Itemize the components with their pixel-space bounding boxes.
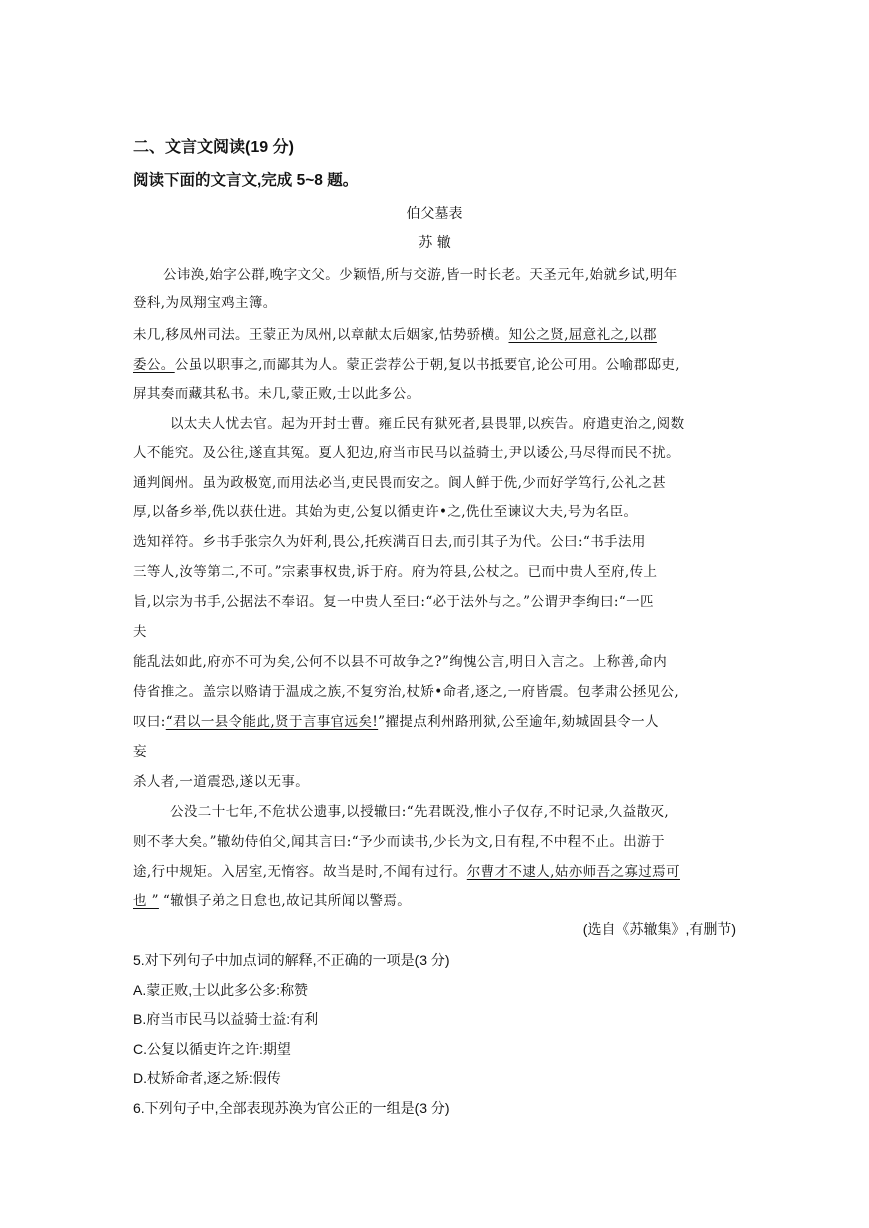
passage-line (133, 889, 411, 909)
underlined-sentence: 尔曹才不逮人,姑亦师吾之寡过焉可 (466, 864, 680, 880)
option-a: A.蒙正败,士以此多公多:称赞 (133, 982, 309, 998)
underlined-sentence: 委公。 (133, 357, 175, 373)
section-title: 二、文言文阅读(19 分) (133, 139, 294, 156)
passage-line: 登科,为凤翔宝鸡主簿。 (133, 295, 277, 311)
option-d: D.杖矫命者,逐之矫:假传 (133, 1070, 281, 1086)
source-citation: (选自《苏辙集》,有删节) (582, 921, 736, 937)
author: 苏 辙 (418, 235, 451, 251)
passage-line: 通判阆州。虽为政极宽,而用法必当,吏民畏而安之。阆人鲜于侁,少而好学笃行,公礼之甚 (133, 475, 667, 491)
passage-line: 公没二十七年,不危状公遗事,以授辙曰:“先君既没,惟小子仅存,不时记录,久益散灭, (170, 804, 670, 820)
underlined-sentence: “君以一县令能此,贤于言事官远矣! (165, 714, 379, 730)
passage-line: 旨,以宗为书手,公据法不奉诏。复一中贵人至曰:“必于法外与之。”公谓尹李绚曰:“一匹 (133, 594, 654, 610)
passage-line: 夫 (133, 624, 147, 640)
passage-line (133, 353, 680, 373)
passage-line (133, 323, 657, 343)
passage-line: 则不孝大矣。”辙幼侍伯父,闻其言曰:“予少而读书,少长为文,日有程,不中程不止。出游于 (133, 834, 665, 850)
passage-line: 公讳涣,始字公群,晚字文父。少颖悟,所与交游,皆一时长老。天圣元年,始就乡试,明年 (163, 267, 678, 283)
underlined-sentence: 知公之贤,屈意礼之,以郡 (508, 327, 657, 343)
text-span: 公虽以职事之,而鄙其为人。蒙正尝荐公于朝,复以书抵要官,论公可用。公喻郡邸吏, (174, 357, 680, 373)
text-span: 未几,移凤州司法。王蒙正为凤州,以章献太后姻家,怙势骄横。 (133, 327, 509, 343)
option-b: B.府当市民马以益骑士益:有利 (133, 1011, 319, 1027)
option-c: C.公复以循吏许之许:期望 (133, 1041, 291, 1057)
passage-line: 屏其奏而藏其私书。未几,蒙正败,士以此多公。 (133, 386, 421, 402)
text-span: “辙惧子弟之日怠也,故记其所闻以警焉。 (162, 893, 412, 909)
text-span: ”擢提点利州路刑狱,公至逾年,劾城固县令一人 (378, 714, 659, 730)
passage-line (133, 860, 680, 880)
passage-line: 厚,以备乡举,侁以获仕进。其始为吏,公复以循吏许•之,侁仕至谏议大夫,号为名臣。 (133, 504, 638, 520)
instruction: 阅读下面的文言文,完成 5~8 题。 (133, 172, 359, 189)
passage-line: 以太夫人忧去官。起为开封士曹。雍丘民有狱死者,县畏罪,以疾告。府遣吏治之,阅数 (170, 416, 685, 432)
question-5: 5.对下列句子中加点词的解释,不正确的一项是(3 分) (133, 952, 450, 968)
passage-line: 选知祥符。乡书手张宗久为奸利,畏公,托疾满百日去,而引其子为代。公曰:“书手法用 (133, 534, 646, 550)
passage-line: 妄 (133, 744, 147, 760)
essay-title: 伯父墓表 (406, 206, 463, 222)
underlined-sentence: 也 ” (133, 893, 159, 909)
passage-line: 杀人者,一道震恐,遂以无事。 (133, 774, 310, 790)
text-span: 途,行中规矩。入居室,无惰容。故当是时,不闻有过行。 (133, 864, 467, 880)
passage-line: 人不能究。及公往,遂直其冤。夏人犯边,府当市民马以益骑士,尹以诿公,马尽得而民不扰。 (133, 445, 680, 461)
text-span: 叹曰: (133, 714, 166, 730)
passage-line: 能乱法如此,府亦不可为矣,公何不以县不可故争之?”绚愧公言,明日入言之。上称善,命内 (133, 654, 668, 670)
passage-line: 三等人,汝等第二,不可。”宗素事权贵,诉于府。府为符县,公杖之。已而中贵人至府,传上 (133, 564, 658, 580)
question-6: 6.下列句子中,全部表现苏涣为官公正的一组是(3 分) (133, 1100, 450, 1116)
passage-line (133, 710, 659, 730)
passage-line: 侍省推之。盖宗以赂请于温成之族,不复穷治,杖矫•命者,逐之,一府皆震。包孝肃公拯见公, (133, 684, 680, 700)
